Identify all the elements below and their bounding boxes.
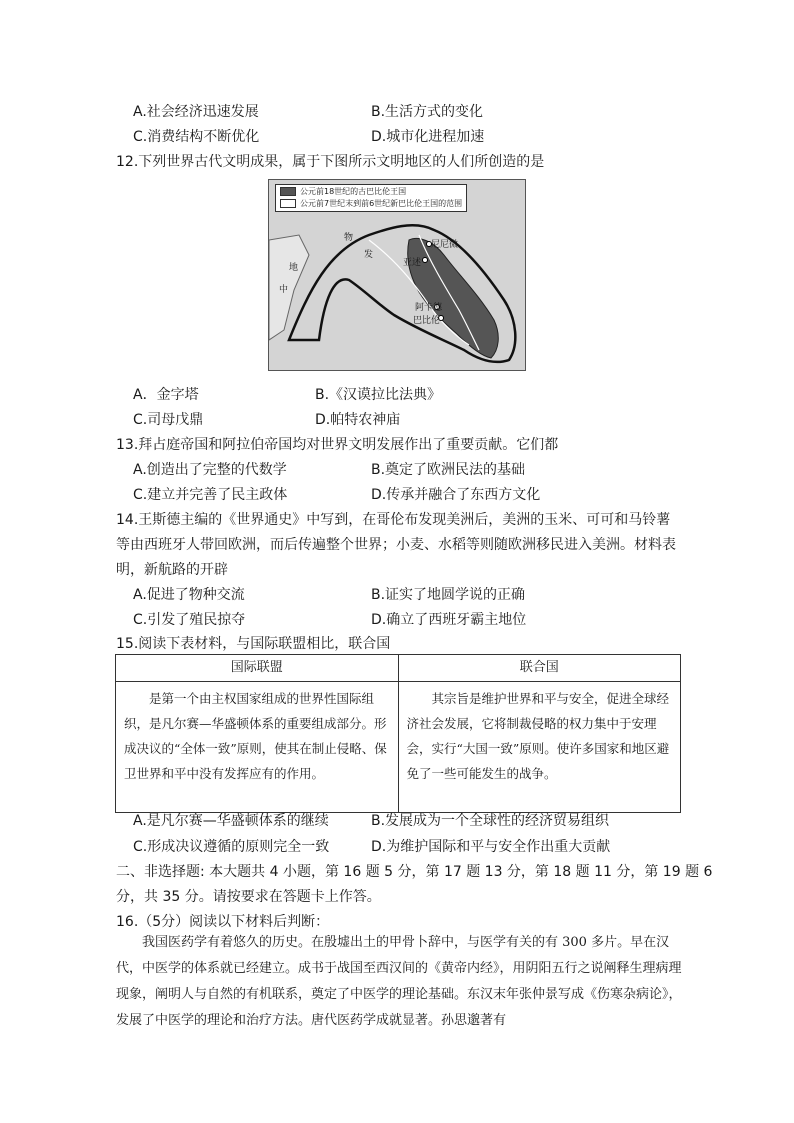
map-label-wu: 物 bbox=[344, 233, 354, 243]
q15-option-d: D.为维护国际和平与安全作出重大贡献 bbox=[371, 839, 611, 855]
q15-stem: 15.阅读下表材料，与国际联盟相比，联合国 bbox=[116, 636, 391, 652]
q14-line-1: 14.王斯德主编的《世界通史》中写到，在哥伦布发现美洲后，美洲的玉米、可可和马铃薯 bbox=[116, 512, 671, 528]
map-label-ninive: 尼尼微 bbox=[431, 240, 459, 250]
table-cell-un: 其宗旨是维护世界和平与安全，促进全球经济社会发展，它将制裁侵略的权力集中于安理会，实行“大国一致”原则。使许多国家和地区避免了一些可能发生的战争。 bbox=[398, 682, 681, 813]
map-legend bbox=[275, 184, 467, 212]
q13-stem: 13.拜占庭帝国和阿拉伯帝国均对世界文明发展作出了重要贡献。它们都 bbox=[116, 437, 559, 453]
q11-option-d: D.城市化进程加速 bbox=[371, 129, 485, 145]
map-label-babylon: 巴比伦 bbox=[413, 316, 441, 326]
comparison-table bbox=[115, 654, 681, 813]
q12-option-d: D.帕特农神庙 bbox=[315, 412, 401, 428]
q13-option-c: C.建立并完善了民主政体 bbox=[133, 487, 288, 503]
table-row bbox=[116, 682, 681, 813]
map-label-fa: 发 bbox=[364, 250, 374, 260]
q15-option-c: C.形成决议遵循的原则完全一致 bbox=[133, 839, 330, 855]
q12-stem: 12.下列世界古代文明成果，属于下图所示文明地区的人们所创造的是 bbox=[116, 154, 545, 170]
babylon-map bbox=[268, 179, 526, 371]
table-header-un: 联合国 bbox=[398, 655, 681, 682]
q11-option-b: B.生活方式的变化 bbox=[371, 104, 484, 120]
map-label-assur: 亚述 bbox=[403, 258, 422, 268]
q14-option-c: C.引发了殖民掠夺 bbox=[133, 612, 246, 628]
q16-stem: 16.（5分）阅读以下材料后判断： bbox=[116, 914, 330, 930]
q14-option-a: A.促进了物种交流 bbox=[133, 587, 245, 603]
q15-option-b: B.发展成为一个全球性的经济贸易组织 bbox=[371, 813, 610, 829]
q13-option-d: D.传承并融合了东西方文化 bbox=[371, 487, 541, 503]
q14-option-b: B.证实了地圆学说的正确 bbox=[371, 587, 526, 603]
map-label-akkad: 阿卡德 bbox=[415, 303, 443, 313]
section2-line-1: 二、非选择题: 本大题共 4 小题，第 16 题 5 分，第 17 题 13 分，第 18 题 11 分，第 19 题 6 bbox=[116, 864, 713, 880]
q11-option-a: A.社会经济迅速发展 bbox=[133, 104, 259, 120]
table-header-row bbox=[116, 655, 681, 682]
q14-line-3: 明，新航路的开辟 bbox=[116, 562, 228, 578]
legend-label-old-babylon: 公元前18世纪的古巴比伦王国 bbox=[300, 186, 407, 196]
q13-option-b: B.奠定了欧洲民法的基础 bbox=[371, 462, 526, 478]
legend-swatch-dark bbox=[280, 187, 296, 196]
q14-line-2: 等由西班牙人带回欧洲，而后传遍整个世界；小麦、水稻等则随欧洲移民进入美洲。材料表 bbox=[116, 537, 676, 553]
map-label-zhong: 中 bbox=[279, 285, 289, 295]
legend-swatch-outline bbox=[280, 199, 296, 208]
q12-option-c: C.司母戊鼎 bbox=[133, 412, 204, 428]
legend-label-new-babylon: 公元前7世纪末到前6世纪新巴比伦王国的范围 bbox=[300, 198, 463, 208]
table-cell-league: 是第一个由主权国家组成的世界性国际组织，是凡尔赛—华盛顿体系的重要组成部分。形成决议的“全体一致”原则，使其在制止侵略、保卫世界和平中没有发挥应有的作用。 bbox=[116, 682, 399, 813]
table-header-league: 国际联盟 bbox=[116, 655, 399, 682]
section2-line-2: 分，共 35 分。请按要求在答题卡上作答。 bbox=[116, 889, 381, 905]
map-label-di: 地 bbox=[289, 263, 299, 273]
q12-option-a: A．金字塔 bbox=[133, 387, 199, 403]
q12-option-b: B.《汉谟拉比法典》 bbox=[315, 387, 442, 403]
q16-passage: 我国医药学有着悠久的历史。在殷墟出土的甲骨卜辞中，与医学有关的有 300 多片。早在汉代，中医学的体系就已经建立。成书于战国至西汉间的《黄帝内经》，用阴阳五行之说阐释生理病理现象，阐明人与自然的有机联系，奠定了中医学的理论基础。东汉末年张仲景写成《伤寒杂病论》，发展了中医学的理论和治疗方法。唐代医药学成就显著。孙思邈著有 bbox=[116, 935, 682, 1028]
q11-option-c: C.消费结构不断优化 bbox=[133, 129, 260, 145]
q13-option-a: A.创造出了完整的代数学 bbox=[133, 462, 287, 478]
q14-option-d: D.确立了西班牙霸主地位 bbox=[371, 612, 527, 628]
q15-option-a: A.是凡尔赛—华盛顿体系的继续 bbox=[133, 813, 329, 829]
